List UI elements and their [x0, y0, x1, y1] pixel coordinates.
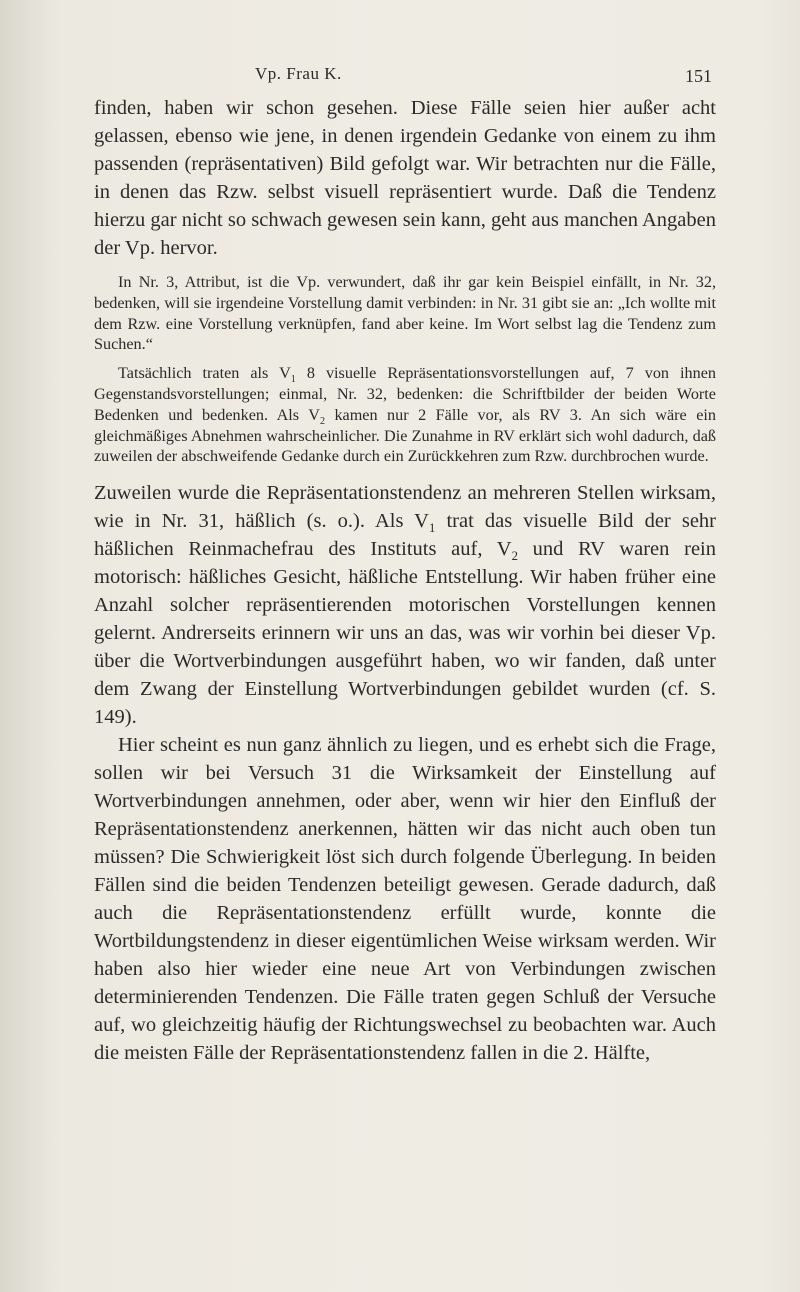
paragraph-3: [94, 363, 716, 467]
subscript-2: 2: [319, 416, 325, 428]
subscript-3: 1: [428, 521, 436, 536]
running-head: Vp. Frau K.: [255, 64, 342, 83]
subscript-4: 2: [511, 549, 518, 564]
paragraph-3-part-a: Tatsächlich traten als V: [118, 364, 291, 383]
paragraph-4-part-a: Zuweilen wurde die Repräsentationstendenz an mehreren Stellen wirksam, wie in Nr. 31, häßlich (s. o.). Als V: [94, 482, 716, 533]
paragraph-1: finden, haben wir schon gesehen. Diese Fälle seien hier außer acht gelassen, ebenso wie jene, in denen irgendein Gedanke von einem zu ihm passenden (repräsentativen) Bild gefolgt war. Wir betrachten nur die Fälle, in denen das Rzw. selbst visuell repräsentiert wurde. Daß die Tendenz hierzu gar nicht so schwach gewesen sein kann, geht aus manchen Angaben der Vp. hervor.: [94, 97, 716, 259]
paragraph-5: Hier scheint es nun ganz ähnlich zu liegen, und es erhebt sich die Frage, sollen wir bei Versuch 31 die Wirksamkeit der Einstellung auf Wortverbindungen annehmen, oder aber, wenn wir hier den Einfluß der Repräsentationstendenz anerkennen, hätten wir das nicht auch oben tun müssen? Die Schwierigkeit löst sich durch folgende Überlegung. In beiden Fällen sind die beiden Tendenzen beteiligt gewesen. Gerade dadurch, daß auch die Repräsentationstendenz erfüllt wurde, konnte die Wortbildungstendenz in dieser eigentümlichen Weise wirksam werden. Wir haben also hier wieder eine neue Art von Verbindungen zwischen determinierenden Tendenzen. Die Fälle traten gegen Schluß der Versuche auf, wo gleichzeitig häufig der Richtungswechsel zu beobachten war. Auch die meisten Fälle der Repräsentationstendenz fallen in die 2. Hälfte,: [94, 734, 716, 1065]
text-column: [94, 94, 716, 1067]
paragraph-2-quote: In Nr. 3, Attribut, ist die Vp. verwundert, daß ihr gar kein Beispiel einfällt, in Nr. 32, bedenken, will sie irgendeine Vorstellung damit verbinden: in Nr. 31 gibt sie an: „Ich wollte mit dem Rzw. eine Vorstellung verknüpfen, fand aber keine. Im Wort selbst lag die Tendenz zum Suchen.“: [94, 273, 716, 354]
page-number: 151: [685, 66, 712, 86]
paragraph-3-part-c: kamen nur 2 Fälle vor, als RV 3. An sich wäre ein gleichmäßiges Abnehmen wahrscheinlicher. Die Zunahme in RV erklärt sich wohl dadurch, daß zuweilen der abschweifende Gedanke durch ein Zurückkehren zum Rzw. durchbrochen wurde.: [94, 405, 716, 466]
paragraph-4-part-c: und RV waren rein motorisch: häßliches Gesicht, häßliche Entstellung. Wir haben früher eine Anzahl solcher repräsentierenden motorischen Vorstellungen kennen gelernt. Andrerseits erinnern wir uns an das, was wir vorhin bei dieser Vp. über die Wortverbindungen ausgeführt haben, wo wir fanden, daß unter dem Zwang der Einstellung Wortverbindungen gebildet wurden (cf. S. 149).: [94, 538, 716, 729]
paragraph-4: [94, 479, 716, 731]
page-header: [0, 50, 800, 84]
subscript-1: 1: [290, 374, 296, 386]
paragraph-4-part-b: trat das visuelle Bild der sehr häßlichen Reinmachefrau des Instituts auf, V: [94, 510, 716, 561]
paragraph-3-part-b: 8 visuelle Repräsentationsvorstellungen auf, 7 von ihnen Gegenstandsvorstellungen; einmal, Nr. 32, bedenken: die Schriftbilder der beiden Worte Bedenken und bedenken. Als V: [94, 364, 717, 424]
